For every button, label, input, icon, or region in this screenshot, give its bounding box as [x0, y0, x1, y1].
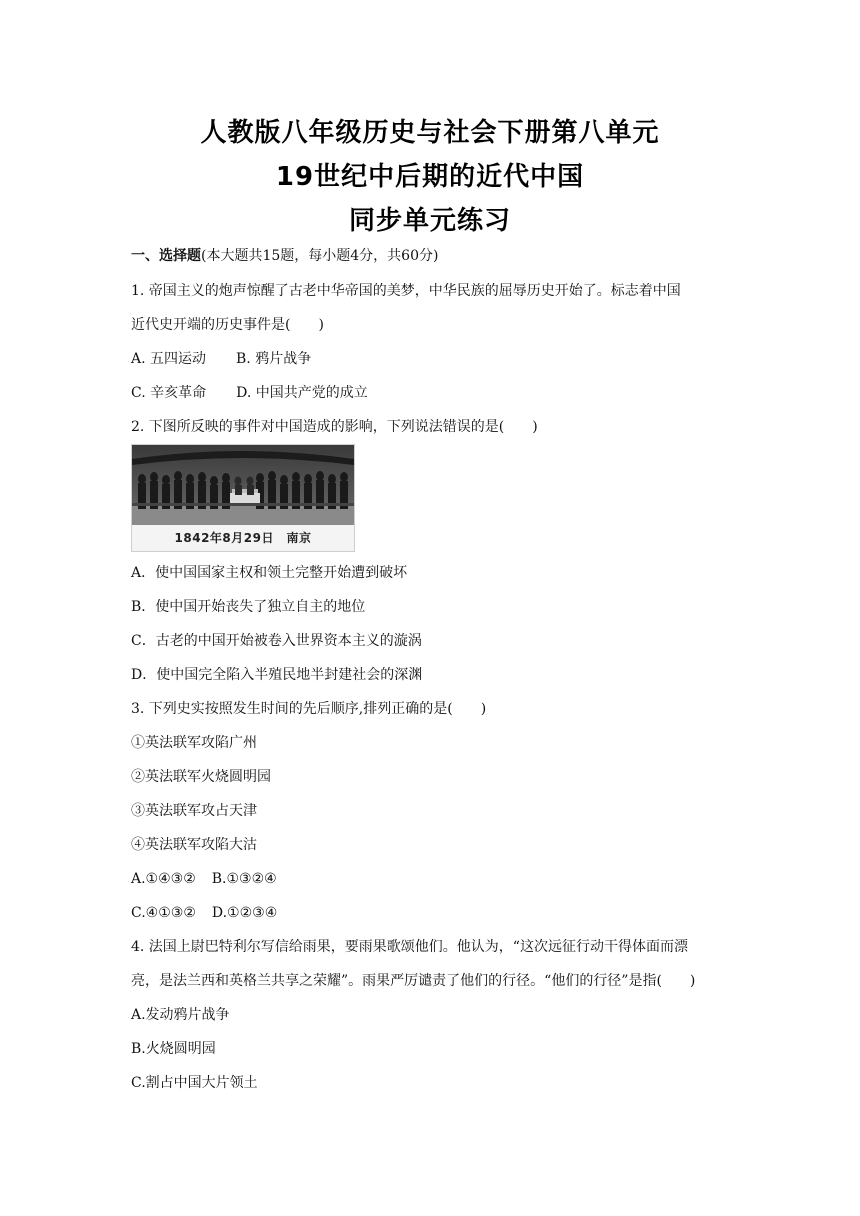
q1-option-b: B. 鸦片战争 — [236, 351, 312, 367]
q4-option-a: A.发动鸦片战争 — [131, 1007, 230, 1023]
q3-item-1: ①英法联军攻陷广州 — [131, 735, 257, 751]
document-title-line-3: 同步单元练习 — [348, 206, 511, 236]
q2-stem: 2. 下图所反映的事件对中国造成的影响，下列说法错误的是( ) — [131, 419, 538, 435]
treaty-signing-photo — [131, 444, 355, 552]
q4-stem-line-2: 亮，是法兰西和英格兰共享之荣耀”。雨果严厉谴责了他们的行径。“他们的行径”是指( ) — [131, 973, 696, 989]
q3-stem: 3. 下列史实按照发生时间的先后顺序,排列正确的是( ) — [131, 701, 487, 717]
q1-option-c: C. 辛亥革命 — [131, 385, 207, 401]
q2-option-c: C．古老的中国开始被卷入世界资本主义的漩涡 — [131, 633, 422, 649]
q3-item-2: ②英法联军火烧圆明园 — [131, 769, 271, 785]
q3-option-a: A.①④③② — [131, 871, 196, 887]
q2-option-d: D．使中国完全陷入半殖民地半封建社会的深渊 — [131, 667, 423, 683]
q4-stem-line-1: 4. 法国上尉巴特利尔写信给雨果，要雨果歌颂他们。他认为，“这次远征行动干得体面而漂 — [131, 939, 688, 955]
q2-option-a: A．使中国国家主权和领土完整开始遭到破坏 — [131, 565, 408, 581]
q1-option-d: D. 中国共产党的成立 — [236, 385, 368, 401]
q3-options-row-1 — [131, 869, 277, 889]
q3-item-3: ③英法联军攻占天津 — [131, 803, 257, 819]
document-title-line-2: 19世纪中后期的近代中国 — [275, 162, 585, 192]
section-heading — [131, 246, 438, 266]
q1-options-row-1 — [131, 349, 311, 369]
document-title-line-1: 人教版八年级历史与社会下册第八单元 — [200, 118, 660, 148]
q1-stem-line-1: 1. 帝国主义的炮声惊醒了古老中华帝国的美梦，中华民族的屈辱历史开始了。标志着中国 — [131, 283, 681, 299]
q1-option-a: A. 五四运动 — [131, 351, 207, 367]
section-note: (本大题共15题，每小题4分，共60分) — [201, 248, 439, 264]
q1-stem-line-2: 近代史开端的历史事件是( ) — [131, 317, 324, 333]
q3-item-4: ④英法联军攻陷大沽 — [131, 837, 257, 853]
group-photo-image — [132, 445, 354, 525]
section-label: 一、选择题 — [131, 248, 201, 264]
q4-option-b: B.火烧圆明园 — [131, 1041, 216, 1057]
photo-caption: 1842年8月29日 南京 — [174, 531, 312, 545]
q1-options-row-2 — [131, 383, 368, 403]
q3-options-row-2 — [131, 903, 277, 923]
q3-option-b: B.①③②④ — [211, 871, 277, 887]
q3-option-c: C.④①③② — [131, 905, 196, 921]
q3-option-d: D.①②③④ — [211, 905, 278, 921]
q2-option-b: B．使中国开始丧失了独立自主的地位 — [131, 599, 366, 615]
q4-option-c: C.割占中国大片领土 — [131, 1075, 258, 1091]
